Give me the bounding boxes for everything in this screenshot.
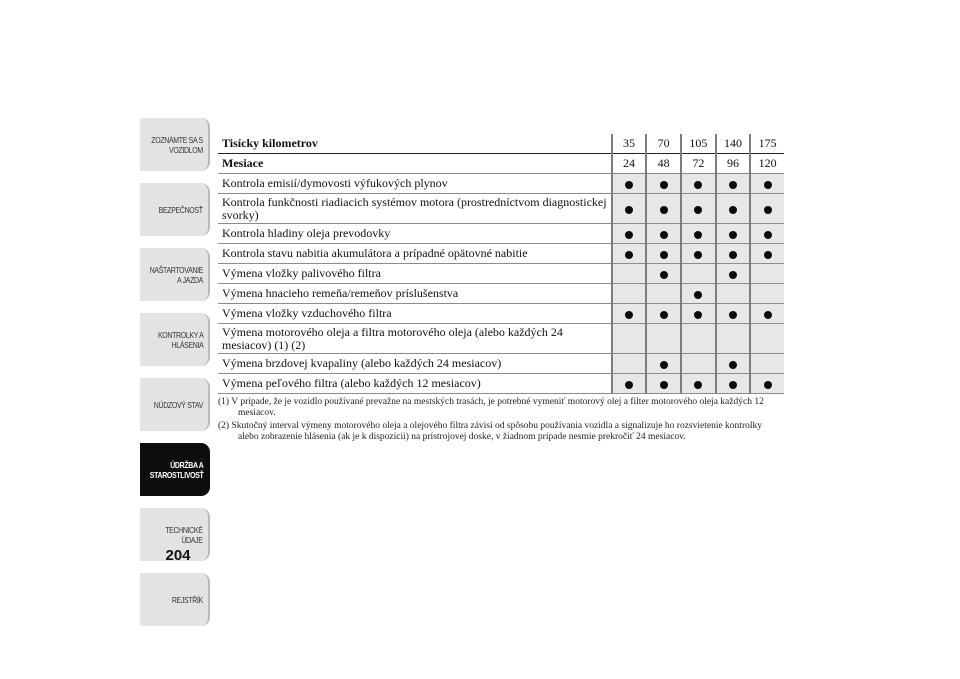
maintenance-row <box>218 284 784 304</box>
interval-cell <box>612 174 647 194</box>
interval-cell <box>750 174 784 194</box>
months-value: 48 <box>646 154 681 174</box>
bullet-icon <box>660 206 668 214</box>
km-value: 105 <box>681 134 716 154</box>
footnote-1: (1) V prípade, že je vozidlo používané prevažne na mestských trasách, je potrebné vymeniť motorový olej a filter motorového oleja každých 12 mesiacov. <box>218 397 764 418</box>
operation-label: Kontrola emisií/dymovosti výfukových plynov <box>218 174 612 194</box>
interval-cell <box>750 224 784 244</box>
interval-cell <box>750 374 784 394</box>
operation-label: Kontrola stavu nabitia akumulátora a prípadné opätovné nabitie <box>218 244 612 264</box>
interval-cell <box>681 194 716 224</box>
bullet-icon <box>660 271 668 279</box>
bullet-icon <box>625 381 633 389</box>
operation-label: Výmena hnacieho remeňa/remeňov príslušenstva <box>218 284 612 304</box>
maintenance-row <box>218 354 784 374</box>
operation-label: Výmena motorového oleja a filtra motorového oleja (alebo každých 24 mesiacov) (1) (2) <box>218 324 612 354</box>
months-value: 72 <box>681 154 716 174</box>
interval-cell <box>612 194 647 224</box>
bullet-icon <box>660 381 668 389</box>
interval-cell <box>716 354 751 374</box>
tab-rejstrik[interactable] <box>140 573 210 626</box>
maintenance-table <box>218 134 784 394</box>
interval-cell <box>750 194 784 224</box>
interval-cell <box>716 194 751 224</box>
interval-cell <box>716 224 751 244</box>
interval-cell <box>716 324 751 354</box>
bullet-icon <box>694 381 702 389</box>
interval-cell <box>612 354 647 374</box>
interval-cell <box>750 354 784 374</box>
interval-cell <box>681 374 716 394</box>
bullet-icon <box>625 251 633 259</box>
bullet-icon <box>694 206 702 214</box>
bullet-icon <box>694 231 702 239</box>
interval-cell <box>646 224 681 244</box>
tab-label: TECHNICKÉ ÚDAJE <box>165 524 203 545</box>
operation-label: Kontrola funkčnosti riadiacich systémov motora (prostredníctvom diagnostickej svorky) <box>218 194 612 224</box>
tab-zoznamte-sa[interactable] <box>140 118 210 171</box>
interval-cell <box>681 174 716 194</box>
tab-udrzba[interactable] <box>140 443 210 496</box>
bullet-icon <box>625 311 633 319</box>
interval-cell <box>750 264 784 284</box>
interval-cell <box>612 374 647 394</box>
km-value: 70 <box>646 134 681 154</box>
maintenance-row <box>218 374 784 394</box>
km-value: 140 <box>716 134 751 154</box>
interval-cell <box>612 224 647 244</box>
tab-label: NÚDZOVÝ STAV <box>153 399 203 410</box>
tab-nudzovy-stav[interactable] <box>140 378 210 431</box>
bullet-icon <box>729 271 737 279</box>
bullet-icon <box>764 231 772 239</box>
interval-cell <box>646 284 681 304</box>
interval-cell <box>646 374 681 394</box>
interval-cell <box>612 264 647 284</box>
bullet-icon <box>729 181 737 189</box>
maintenance-row <box>218 224 784 244</box>
interval-cell <box>750 304 784 324</box>
operation-label: Výmena peľového filtra (alebo každých 12 mesiacov) <box>218 374 612 394</box>
bullet-icon <box>764 381 772 389</box>
bullet-icon <box>625 181 633 189</box>
interval-cell <box>750 284 784 304</box>
tab-label: KONTROLKY A HLÁSENIA <box>157 329 203 350</box>
interval-cell <box>681 354 716 374</box>
bullet-icon <box>660 361 668 369</box>
bullet-icon <box>694 291 702 299</box>
interval-cell <box>681 324 716 354</box>
bullet-icon <box>764 206 772 214</box>
bullet-icon <box>694 181 702 189</box>
km-header-row <box>218 134 784 154</box>
tab-label: ÚDRŽBA A STAROSTLIVOSŤ <box>149 459 203 480</box>
bullet-icon <box>625 231 633 239</box>
interval-cell <box>612 244 647 264</box>
interval-cell <box>646 194 681 224</box>
interval-cell <box>681 244 716 264</box>
maintenance-row <box>218 264 784 284</box>
tab-nastartovanie[interactable] <box>140 248 210 301</box>
maintenance-row <box>218 324 784 354</box>
page-number: 204 <box>165 547 191 564</box>
tab-label: ZOZNÁMTE SA S VOZIDLOM <box>151 134 203 155</box>
bullet-icon <box>729 231 737 239</box>
interval-cell <box>612 324 647 354</box>
km-value: 35 <box>612 134 647 154</box>
months-label: Mesiace <box>218 154 612 174</box>
km-value: 175 <box>750 134 784 154</box>
interval-cell <box>750 244 784 264</box>
interval-cell <box>646 174 681 194</box>
interval-cell <box>612 304 647 324</box>
interval-cell <box>646 324 681 354</box>
maintenance-schedule <box>218 134 784 445</box>
operation-label: Výmena brzdovej kvapaliny (alebo každých 24 mesiacov) <box>218 354 612 374</box>
bullet-icon <box>660 311 668 319</box>
operation-label: Výmena vložky vzduchového filtra <box>218 304 612 324</box>
interval-cell <box>681 224 716 244</box>
interval-cell <box>716 284 751 304</box>
bullet-icon <box>764 181 772 189</box>
bullet-icon <box>764 251 772 259</box>
operation-label: Kontrola hladiny oleja prevodovky <box>218 224 612 244</box>
interval-cell <box>681 304 716 324</box>
bullet-icon <box>729 206 737 214</box>
bullet-icon <box>729 311 737 319</box>
interval-cell <box>716 374 751 394</box>
bullet-icon <box>660 231 668 239</box>
months-header-row <box>218 154 784 174</box>
footnote-2: (2) Skutočný interval výmeny motorového oleja a olejového filtra závisí od spôsobu používania vozidla a signalizuje ho rozsvietenie kontrolky alebo zobrazenie hlásenia (ak je k dispozícii) na prístrojovej doske, v žiadnom prípade nesmie prekročiť 24 mesiacov. <box>218 421 763 442</box>
bullet-icon <box>729 381 737 389</box>
bullet-icon <box>729 361 737 369</box>
maintenance-row <box>218 244 784 264</box>
interval-cell <box>750 324 784 354</box>
interval-cell <box>646 264 681 284</box>
interval-cell <box>716 244 751 264</box>
interval-cell <box>716 174 751 194</box>
interval-cell <box>646 354 681 374</box>
km-label: Tisícky kilometrov <box>218 134 612 154</box>
maintenance-row <box>218 304 784 324</box>
operation-label: Výmena vložky palivového filtra <box>218 264 612 284</box>
months-value: 24 <box>612 154 647 174</box>
tab-label: BEZPEČNOSŤ <box>159 204 203 215</box>
tab-label: REJSTŘÍK <box>171 594 203 605</box>
maintenance-row <box>218 194 784 224</box>
bullet-icon <box>764 311 772 319</box>
bullet-icon <box>694 251 702 259</box>
bullet-icon <box>625 206 633 214</box>
interval-cell <box>646 244 681 264</box>
bullet-icon <box>729 251 737 259</box>
tab-kontrolky[interactable] <box>140 313 210 366</box>
interval-cell <box>716 264 751 284</box>
interval-cell <box>681 264 716 284</box>
interval-cell <box>716 304 751 324</box>
maintenance-row <box>218 174 784 194</box>
months-value: 96 <box>716 154 751 174</box>
interval-cell <box>646 304 681 324</box>
bullet-icon <box>660 251 668 259</box>
footnotes <box>218 397 778 443</box>
bullet-icon <box>660 181 668 189</box>
tab-label: NAŠTARTOVANIE A JAZDA <box>149 264 203 285</box>
tab-bezpecnost[interactable] <box>140 183 210 236</box>
interval-cell <box>681 284 716 304</box>
bullet-icon <box>694 311 702 319</box>
interval-cell <box>612 284 647 304</box>
months-value: 120 <box>750 154 784 174</box>
